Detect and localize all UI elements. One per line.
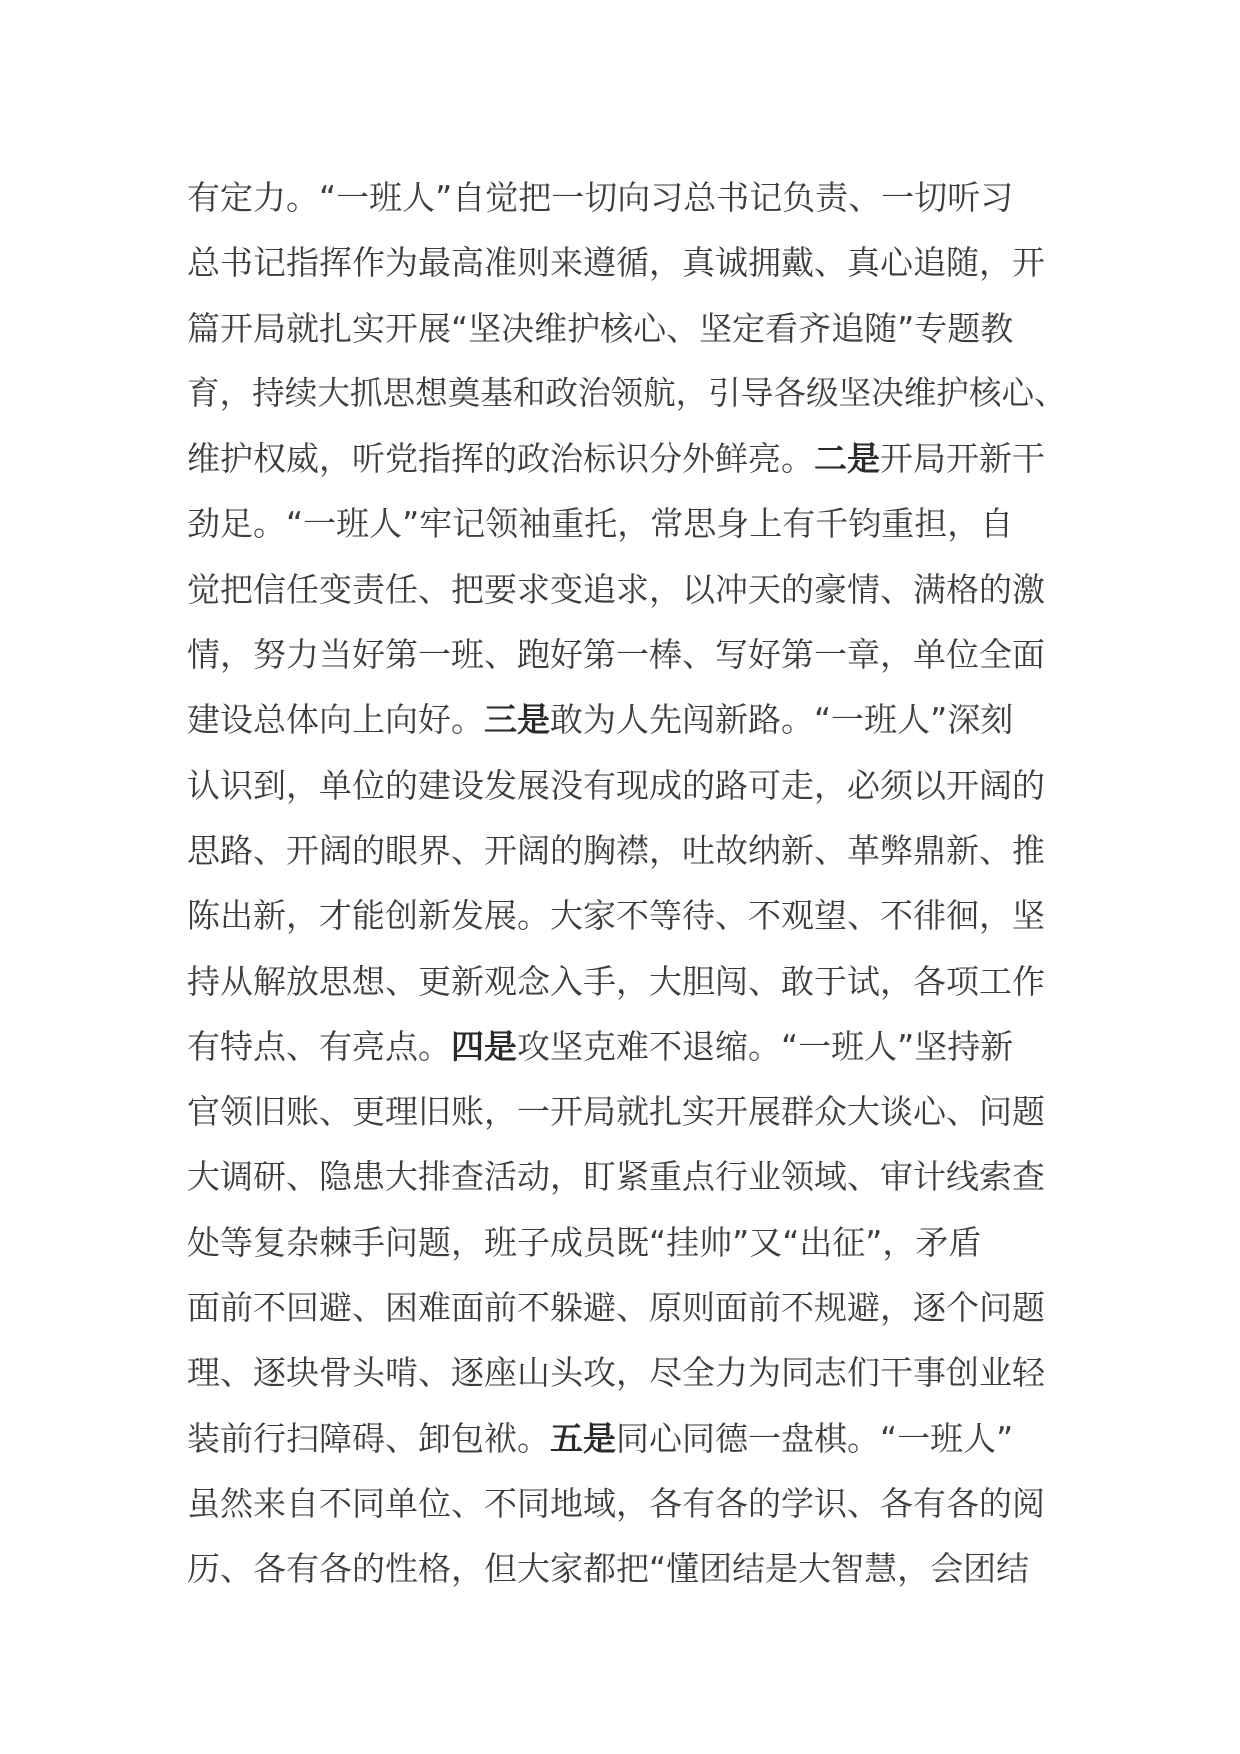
text-line [187, 883, 1067, 948]
text-segment: 觉把信任变责任、把要求变追求，以冲天的豪情、满格的激 [187, 569, 1045, 609]
bold-marker: 四是 [451, 1026, 517, 1066]
text-line [187, 949, 1067, 1014]
text-line [187, 1079, 1067, 1144]
text-line [187, 1210, 1067, 1275]
text-line [187, 230, 1067, 295]
text-segment: 敢为人先闯新路。“一班人”深刻 [550, 700, 1014, 740]
text-line [187, 753, 1067, 818]
body-paragraph [187, 165, 1067, 1602]
text-segment: 篇开局就扎实开展“坚决维护核心、坚定看齐追随”专题教 [187, 308, 1014, 348]
text-line [187, 1406, 1067, 1471]
text-line [187, 1014, 1067, 1079]
text-segment: 官领旧账、更理旧账，一开局就扎实开展群众大谈心、问题 [187, 1092, 1045, 1132]
text-line [187, 491, 1067, 556]
text-segment: 认识到，单位的建设发展没有现成的路可走，必须以开阔的 [187, 765, 1045, 805]
text-line [187, 1340, 1067, 1405]
text-segment: 建设总体向上向好。 [187, 700, 484, 740]
text-line [187, 165, 1067, 230]
text-segment: 虽然来自不同单位、不同地域，各有各的学识、各有各的阅 [187, 1483, 1045, 1523]
text-line [187, 361, 1067, 426]
text-line [187, 1275, 1067, 1340]
text-segment: 大调研、隐患大排查活动，盯紧重点行业领域、审计线索查 [187, 1157, 1045, 1197]
text-segment: 同心同德一盘棋。“一班人” [616, 1418, 1014, 1458]
text-segment: 历、各有各的性格，但大家都把“懂团结是大智慧，会团结 [187, 1549, 1030, 1589]
text-line [187, 622, 1067, 687]
text-segment: 面前不回避、困难面前不躲避、原则面前不规避，逐个问题 [187, 1288, 1045, 1328]
text-segment: 陈出新，才能创新发展。大家不等待、不观望、不徘徊，坚 [187, 896, 1045, 936]
text-segment: 攻坚克难不退缩。“一班人”坚持新 [517, 1026, 1014, 1066]
text-segment: 情，努力当好第一班、跑好第一棒、写好第一章，单位全面 [187, 635, 1045, 675]
text-line [187, 1144, 1067, 1209]
text-segment: 处等复杂棘手问题，班子成员既“挂帅”又“出征”，矛盾 [187, 1222, 982, 1262]
text-segment: 有特点、有亮点。 [187, 1026, 451, 1066]
text-segment: 劲足。“一班人”牢记领袖重托，常思身上有千钧重担，自 [187, 504, 1014, 544]
text-line [187, 1536, 1067, 1601]
bold-marker: 三是 [484, 700, 550, 740]
text-segment: 总书记指挥作为最高准则来遵循，真诚拥戴、真心追随，开 [187, 243, 1045, 283]
text-segment: 有定力。“一班人”自觉把一切向习总书记负责、一切听习 [187, 178, 1014, 217]
text-line [187, 557, 1067, 622]
text-segment: 开局开新干 [880, 439, 1045, 479]
text-line [187, 296, 1067, 361]
text-segment: 维护权威，听党指挥的政治标识分外鲜亮。 [187, 439, 814, 479]
bold-marker: 二是 [814, 439, 880, 479]
text-line [187, 687, 1067, 752]
text-segment: 理、逐块骨头啃、逐座山头攻，尽全力为同志们干事创业轻 [187, 1353, 1045, 1393]
text-line [187, 426, 1067, 491]
text-line [187, 1471, 1067, 1536]
bold-marker: 五是 [550, 1418, 616, 1458]
text-segment: 装前行扫障碍、卸包袱。 [187, 1418, 550, 1458]
text-segment: 持从解放思想、更新观念入手，大胆闯、敢于试，各项工作 [187, 961, 1045, 1001]
text-segment: 思路、开阔的眼界、开阔的胸襟，吐故纳新、革弊鼎新、推 [187, 830, 1045, 870]
text-line [187, 818, 1067, 883]
text-segment: 育，持续大抓思想奠基和政治领航，引导各级坚决维护核心、 [187, 373, 1067, 412]
